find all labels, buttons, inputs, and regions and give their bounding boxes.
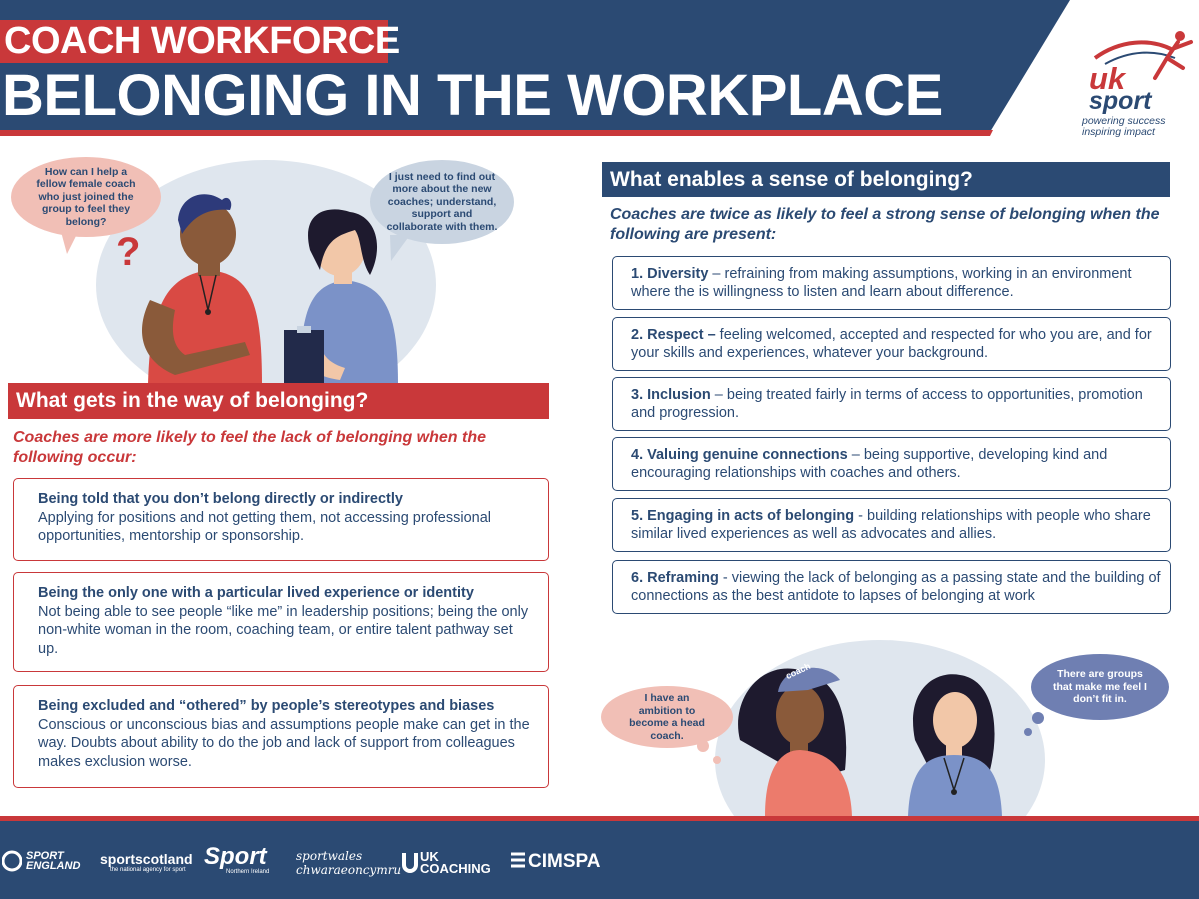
- enabler-number: 2.: [631, 327, 644, 343]
- thought-dots-pink: [695, 738, 725, 768]
- cap-label: coach: [784, 660, 812, 682]
- left-section-heading: What gets in the way of belonging?: [8, 383, 549, 419]
- speech-bubble-right-bottom: There are groups that make me feel I don’t fit in.: [1031, 654, 1169, 720]
- sport-england-icon: [2, 850, 22, 872]
- enabler-text: – refraining from making assumptions, working in an environment where the is willingness to listen and learn about difference.: [631, 266, 1132, 300]
- right-section-intro: Coaches are twice as likely to feel a strong sense of belonging when the following are present:: [610, 206, 1160, 243]
- enabler-text: – being treated fairly in terms of access to opportunities, promotion and progression.: [631, 387, 1143, 421]
- enabler-card-2: [612, 317, 1171, 371]
- enabler-number: 3.: [631, 387, 644, 403]
- barrier-card-body: Applying for positions and not getting them, not accessing professional opportunities, mentorship or sponsorship.: [38, 509, 491, 544]
- enabler-term: Engaging in acts of belonging: [647, 508, 855, 524]
- speech-bubble-right-top: I just need to find out more about the new coaches; understand, support and collaborate with them.: [370, 160, 514, 244]
- sport-wales-line-2: chwaraeoncymru: [296, 863, 402, 877]
- sportscotland-name: sportscotland: [100, 851, 193, 867]
- logo-tagline-2: inspiring impact: [1082, 126, 1155, 138]
- enabler-term: Inclusion: [647, 387, 711, 403]
- barrier-card-2: [13, 572, 549, 672]
- left-section-intro: Coaches are more likely to feel the lack of belonging when the following occur:: [13, 429, 487, 466]
- enabler-text: - building relationships with people who share similar lived experiences as well as advocates and allies.: [631, 508, 1151, 542]
- enabler-number: 4.: [631, 447, 644, 463]
- sport-england-logo: [26, 851, 80, 871]
- barrier-card-title: Being the only one with a particular lived experience or identity: [38, 585, 474, 601]
- barrier-card-3: [13, 685, 549, 788]
- barrier-card-body: Conscious or unconscious bias and assumptions people make can get in the way. Doubts about ability to do the job and lack of support from colleagues makes exclusion worse.: [38, 716, 530, 770]
- uk-coaching-icon: [402, 851, 418, 873]
- enabler-card-1: [612, 256, 1171, 310]
- sport-england-line-1: SPORT: [26, 850, 64, 862]
- cimspa-icon: [509, 850, 527, 872]
- sport-wales-line-1: sportwales: [296, 849, 363, 863]
- enabler-card-4: [612, 437, 1171, 491]
- bubble-tail-pink: [55, 228, 85, 254]
- enabler-card-6: [612, 560, 1171, 614]
- right-section-heading: What enables a sense of belonging?: [602, 162, 1170, 197]
- sportscotland-logo: [100, 851, 193, 873]
- speech-bubble-left-bottom: I have an ambition to become a head coach.: [601, 686, 733, 748]
- thought-dots-blue: [1020, 708, 1050, 738]
- barrier-card-title: Being told that you don’t belong directly or indirectly: [38, 491, 403, 507]
- enabler-text: – being supportive, developing kind and encouraging relationships with coaches and others.: [631, 447, 1108, 481]
- sport-ni-logo: [204, 845, 269, 875]
- page-title: BELONGING IN THE WORKPLACE: [2, 63, 943, 128]
- enabler-term: Valuing genuine connections: [647, 447, 848, 463]
- barrier-card-body: Not being able to see people “like me” in leadership positions; being the only non-white woman in the room, coaching team, or entire talent pathway set up.: [38, 603, 529, 657]
- speech-bubble-left-top: How can I help a fellow female coach who just joined the group to feel they belong?: [11, 157, 161, 237]
- enabler-number: 5.: [631, 508, 644, 524]
- bubble-tail-grey: [385, 235, 415, 261]
- question-mark-icon: ?: [116, 230, 141, 274]
- coaches-illustration-bottom: [700, 620, 1070, 816]
- barrier-card-1: [13, 478, 549, 561]
- enabler-card-5: [612, 498, 1171, 552]
- sport-ni-tagline: Northern Ireland: [226, 869, 270, 875]
- enabler-card-3: [612, 377, 1171, 431]
- logo-tagline-1: powering success: [1082, 115, 1166, 127]
- sport-ni-name: Sport: [204, 843, 267, 870]
- enabler-text: - viewing the lack of belonging as a passing state and the building of connections as the best antidote to lapses of belonging at work: [631, 570, 1161, 604]
- enabler-term: Reframing: [647, 570, 719, 586]
- header-subtitle: COACH WORKFORCE: [0, 20, 388, 63]
- enabler-number: 1.: [631, 266, 644, 282]
- cimspa-logo: CIMSPA: [528, 851, 601, 872]
- footer-partner-logos: [0, 821, 1199, 899]
- sport-wales-logo: [296, 849, 401, 877]
- enabler-term: Respect –: [647, 327, 716, 343]
- logo-uk-text: uk: [1089, 61, 1126, 96]
- sportscotland-tagline: the national agency for sport: [110, 867, 186, 873]
- uk-coaching-line-1: UK: [420, 849, 439, 864]
- enabler-number: 6.: [631, 570, 644, 586]
- enabler-term: Diversity: [647, 266, 709, 282]
- uk-coaching-logo: [420, 851, 491, 875]
- logo-sport-text: sport: [1089, 87, 1152, 115]
- uk-sport-logo: [1075, 28, 1195, 140]
- uk-coaching-line-2: COACHING: [420, 861, 491, 876]
- enabler-text: feeling welcomed, accepted and respected for who you are, and for your skills and experiences, whatever your background.: [631, 327, 1152, 361]
- sport-england-line-2: ENGLAND: [26, 860, 81, 872]
- barrier-card-title: Being excluded and “othered” by people’s stereotypes and biases: [38, 698, 495, 714]
